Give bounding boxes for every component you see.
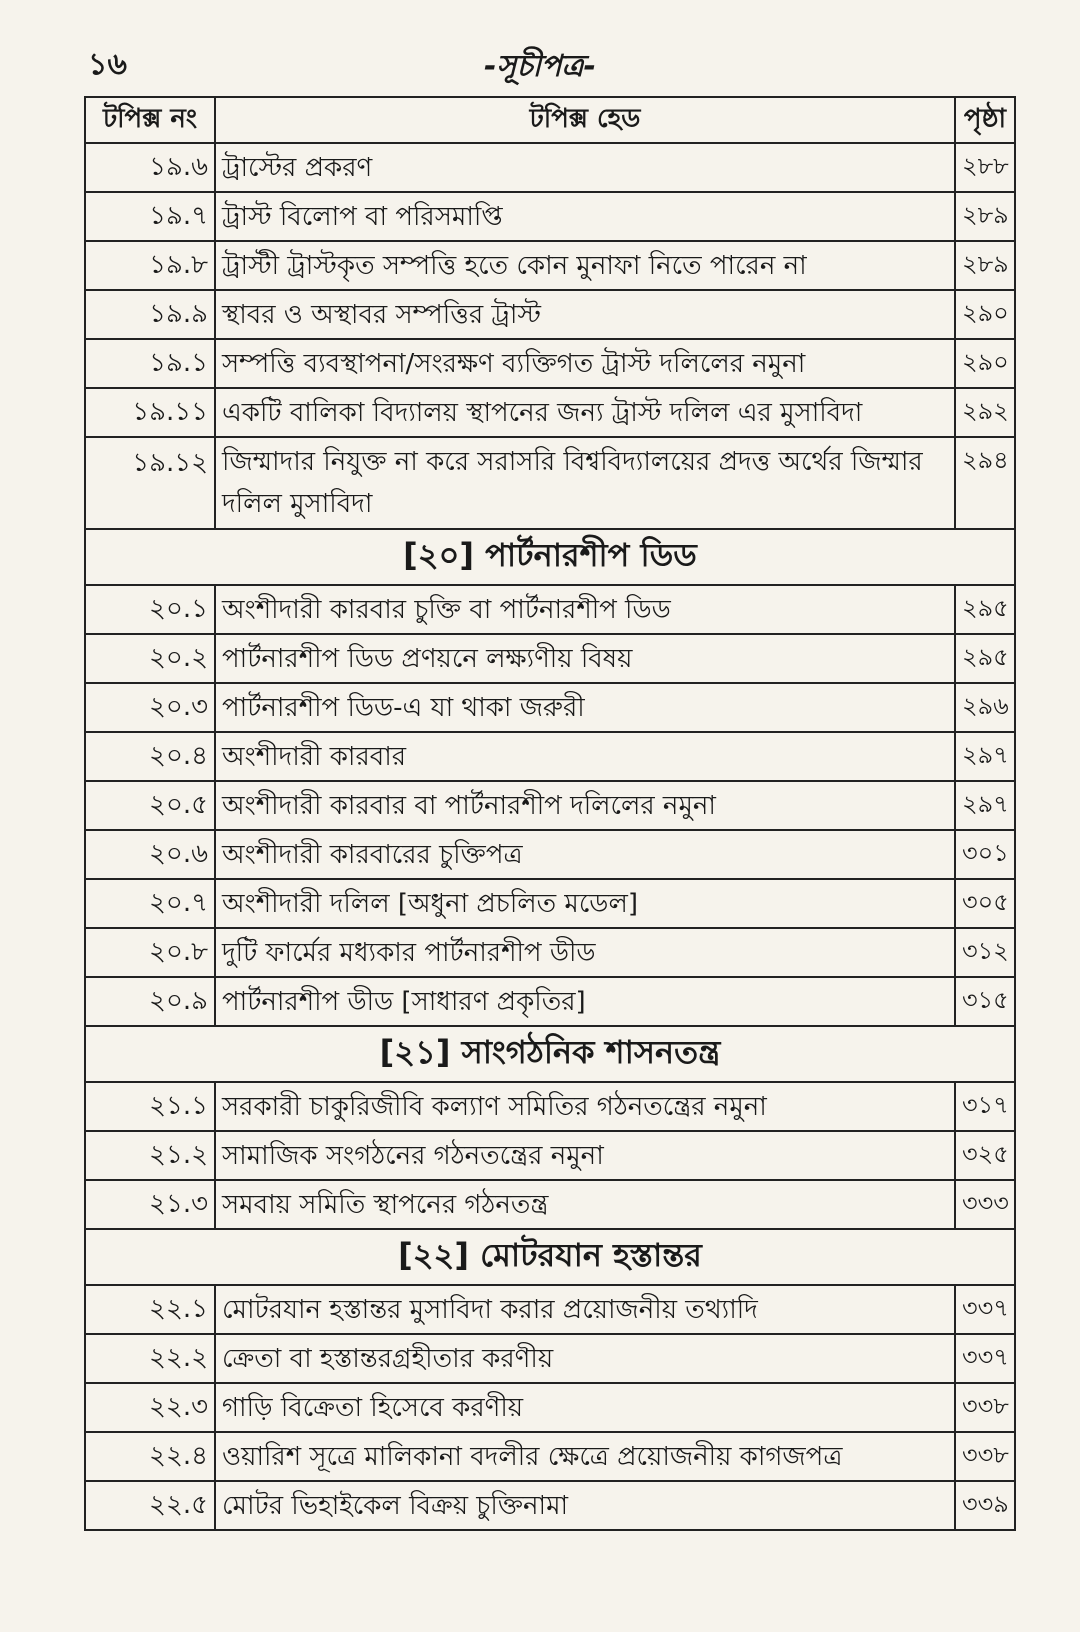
page-ref: ৩০৫ <box>955 879 1015 928</box>
table-row <box>85 585 1015 634</box>
header-topic-head: টপিক্স হেড <box>215 97 955 143</box>
topic-number: ১৯.১২ <box>85 437 215 529</box>
page-ref: ২৮৯ <box>955 241 1015 290</box>
topic-number: ১৯.১ <box>85 339 215 388</box>
page-number: ১৬ <box>88 47 127 82</box>
page-ref: ২৯০ <box>955 339 1015 388</box>
topic-title: স্থাবর ও অস্থাবর সম্পত্তির ট্রাস্ট <box>215 290 955 339</box>
page-ref: ২৯০ <box>955 290 1015 339</box>
page-ref: ২৯৬ <box>955 683 1015 732</box>
topic-title: পার্টনারশীপ ডিড প্রণয়নে লক্ষ্যণীয় বিষয় <box>215 634 955 683</box>
topic-number: ২২.১ <box>85 1285 215 1334</box>
page-ref: ৩১৫ <box>955 977 1015 1026</box>
page-ref: ৩১২ <box>955 928 1015 977</box>
table-row <box>85 928 1015 977</box>
table-row <box>85 437 1015 529</box>
topic-number: ২০.৬ <box>85 830 215 879</box>
topic-number: ২০.২ <box>85 634 215 683</box>
table-row <box>85 290 1015 339</box>
topic-number: ১৯.১১ <box>85 388 215 437</box>
page-ref: ২৮৯ <box>955 192 1015 241</box>
page-ref: ২৯২ <box>955 388 1015 437</box>
table-row <box>85 1334 1015 1383</box>
topic-number: ২০.৪ <box>85 732 215 781</box>
table-row <box>85 1180 1015 1229</box>
table-row <box>85 781 1015 830</box>
section-heading-row <box>85 1026 1015 1082</box>
topic-title: অংশীদারী কারবার <box>215 732 955 781</box>
topic-number: ২২.৩ <box>85 1383 215 1432</box>
topic-title: দুটি ফার্মের মধ্যকার পার্টনারশীপ ডীড <box>215 928 955 977</box>
table-row <box>85 1383 1015 1432</box>
page-ref: ২৯৫ <box>955 634 1015 683</box>
page-heading: -সূচীপত্র- <box>484 49 596 84</box>
page-ref: ৩৩৮ <box>955 1383 1015 1432</box>
topic-number: ২০.৯ <box>85 977 215 1026</box>
section-title-22: [২২] মোটরযান হস্তান্তর <box>85 1229 1015 1285</box>
topic-number: ২০.১ <box>85 585 215 634</box>
section-title-21: [২১] সাংগঠনিক শাসনতন্ত্র <box>85 1026 1015 1082</box>
table-row <box>85 1432 1015 1481</box>
page-ref: ৩০১ <box>955 830 1015 879</box>
topic-number: ২২.৫ <box>85 1481 215 1530</box>
topic-number: ২১.৩ <box>85 1180 215 1229</box>
topic-title: সরকারী চাকুরিজীবি কল্যাণ সমিতির গঠনতন্ত্রের নমুনা <box>215 1082 955 1131</box>
table-row <box>85 732 1015 781</box>
section-heading-row <box>85 1229 1015 1285</box>
table-row <box>85 1285 1015 1334</box>
topic-number: ২০.৫ <box>85 781 215 830</box>
page-ref: ২৯৪ <box>955 437 1015 529</box>
topic-number: ২১.১ <box>85 1082 215 1131</box>
topic-number: ২০.৭ <box>85 879 215 928</box>
topic-number: ১৯.৮ <box>85 241 215 290</box>
table-header-row <box>85 97 1015 143</box>
page-ref: ৩২৫ <box>955 1131 1015 1180</box>
table-row <box>85 339 1015 388</box>
table-row <box>85 977 1015 1026</box>
header-topic-number: টপিক্স নং <box>85 97 215 143</box>
topic-number: ১৯.৯ <box>85 290 215 339</box>
topic-title: মোটরযান হস্তান্তর মুসাবিদা করার প্রয়োজনীয় তথ্যাদি <box>215 1285 955 1334</box>
topic-title: ট্রাস্টের প্রকরণ <box>215 143 955 192</box>
page-ref: ৩১৭ <box>955 1082 1015 1131</box>
topic-title: সমবায় সমিতি স্থাপনের গঠনতন্ত্র <box>215 1180 955 1229</box>
table-row <box>85 1082 1015 1131</box>
topic-number: ২২.৪ <box>85 1432 215 1481</box>
page-ref: ২৯৫ <box>955 585 1015 634</box>
page-ref: ৩৩৮ <box>955 1432 1015 1481</box>
topic-title: ওয়ারিশ সূত্রে মালিকানা বদলীর ক্ষেত্রে প্রয়োজনীয় কাগজপত্র <box>215 1432 955 1481</box>
page-ref: ৩৩৭ <box>955 1285 1015 1334</box>
table-row <box>85 634 1015 683</box>
table-row <box>85 388 1015 437</box>
toc-table <box>84 96 1016 1531</box>
table-row <box>85 241 1015 290</box>
topic-title: ক্রেতা বা হস্তান্তরগ্রহীতার করণীয় <box>215 1334 955 1383</box>
section-title-20: [২০] পার্টনারশীপ ডিড <box>85 529 1015 585</box>
section-heading-row <box>85 529 1015 585</box>
topic-title: মোটর ভিহাইকেল বিক্রয় চুক্তিনামা <box>215 1481 955 1530</box>
topic-number: ১৯.৬ <box>85 143 215 192</box>
topic-title: ট্রাস্টী ট্রাস্টকৃত সম্পত্তি হতে কোন মুনাফা নিতে পারেন না <box>215 241 955 290</box>
topic-title: পার্টনারশীপ ডিড-এ যা থাকা জরুরী <box>215 683 955 732</box>
topic-title: অংশীদারী দলিল [অধুনা প্রচলিত মডেল] <box>215 879 955 928</box>
topic-title: একটি বালিকা বিদ্যালয় স্থাপনের জন্য ট্রাস্ট দলিল এর মুসাবিদা <box>215 388 955 437</box>
topic-number: ২১.২ <box>85 1131 215 1180</box>
page-ref: ২৯৭ <box>955 781 1015 830</box>
table-row <box>85 830 1015 879</box>
table-row <box>85 1481 1015 1530</box>
page-ref: ২৯৭ <box>955 732 1015 781</box>
topic-number: ২০.৩ <box>85 683 215 732</box>
header-page: পৃষ্ঠা <box>955 97 1015 143</box>
topic-title: সম্পত্তি ব্যবস্থাপনা/সংরক্ষণ ব্যক্তিগত ট্রাস্ট দলিলের নমুনা <box>215 339 955 388</box>
table-row <box>85 143 1015 192</box>
table-row <box>85 1131 1015 1180</box>
page-ref: ৩৩৩ <box>955 1180 1015 1229</box>
table-row <box>85 683 1015 732</box>
topic-title: জিম্মাদার নিযুক্ত না করে সরাসরি বিশ্ববিদ্যালয়ের প্রদত্ত অর্থের জিম্মার দলিল মুসাবিদা <box>215 437 955 529</box>
page-ref: ৩৩৯ <box>955 1481 1015 1530</box>
page-ref: ২৮৮ <box>955 143 1015 192</box>
topic-title: অংশীদারী কারবার চুক্তি বা পার্টনারশীপ ডিড <box>215 585 955 634</box>
topic-title: গাড়ি বিক্রেতা হিসেবে করণীয় <box>215 1383 955 1432</box>
topic-title: অংশীদারী কারবারের চুক্তিপত্র <box>215 830 955 879</box>
topic-number: ২২.২ <box>85 1334 215 1383</box>
topic-title: অংশীদারী কারবার বা পার্টনারশীপ দলিলের নমুনা <box>215 781 955 830</box>
topic-title: সামাজিক সংগঠনের গঠনতন্ত্রের নমুনা <box>215 1131 955 1180</box>
topic-title: পার্টনারশীপ ডীড [সাধারণ প্রকৃতির] <box>215 977 955 1026</box>
topic-number: ১৯.৭ <box>85 192 215 241</box>
table-row <box>85 192 1015 241</box>
page-ref: ৩৩৭ <box>955 1334 1015 1383</box>
topic-title: ট্রাস্ট বিলোপ বা পরিসমাপ্তি <box>215 192 955 241</box>
table-row <box>85 879 1015 928</box>
topic-number: ২০.৮ <box>85 928 215 977</box>
